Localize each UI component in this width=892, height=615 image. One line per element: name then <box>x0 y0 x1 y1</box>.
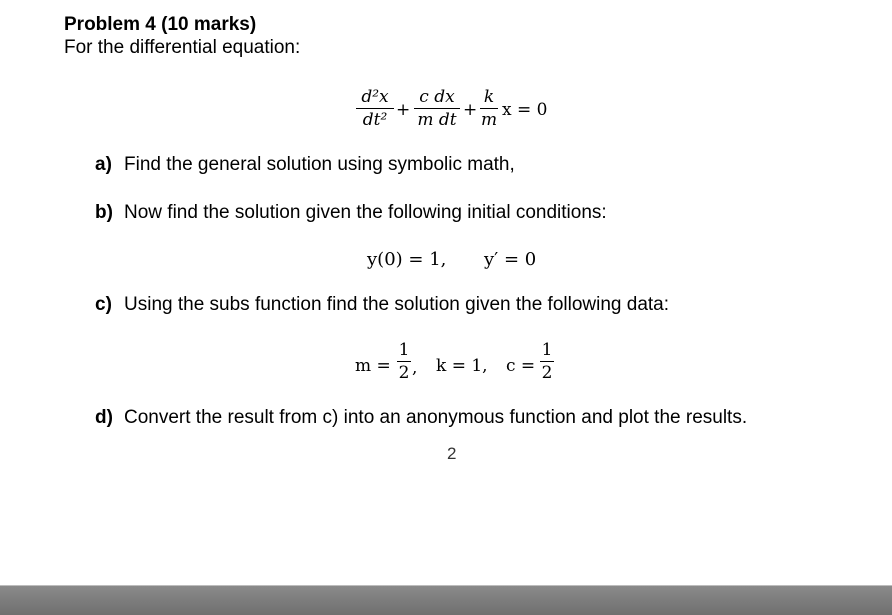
initial-condition-1: y(0) = 1, <box>367 249 447 270</box>
fraction-bar <box>480 108 498 109</box>
fraction-denominator: dt² <box>362 110 388 130</box>
fraction-bar <box>356 108 394 109</box>
fraction-m-value <box>397 340 411 383</box>
part-text: Convert the result from c) into an anonymous function and plot the results. <box>124 407 748 428</box>
fraction-denominator: 2 <box>541 363 553 383</box>
k-value: k = 1, <box>436 356 488 376</box>
fraction-c-value <box>540 340 554 383</box>
part-label: a) <box>95 154 112 175</box>
part-b <box>95 202 607 224</box>
fraction-denominator: m dt <box>417 110 457 130</box>
fraction-numerator: c dx <box>419 87 455 107</box>
fraction-numerator: k <box>483 87 495 107</box>
part-label: d) <box>95 407 113 428</box>
fraction-numerator: 1 <box>398 340 410 360</box>
fraction-numerator: 1 <box>541 340 553 360</box>
c-equals: c = <box>506 356 536 376</box>
page-number: 2 <box>447 444 457 463</box>
part-text: Using the subs function find the solution given the following data: <box>124 294 670 315</box>
part-text: Now find the solution given the following initial conditions: <box>124 202 607 223</box>
problem-title: Problem 4 (10 marks) <box>64 14 257 35</box>
fraction-denominator: m <box>480 110 498 130</box>
fraction-bar <box>397 361 411 362</box>
bottom-bar <box>0 585 892 615</box>
fraction-d2x-dt2 <box>356 87 394 130</box>
plus-sign: + <box>463 100 478 120</box>
fraction-cdx-mdt <box>414 87 460 130</box>
part-d <box>95 407 747 429</box>
fraction-numerator: d²x <box>361 87 389 107</box>
part-a <box>95 154 515 176</box>
m-equals: m = <box>355 356 391 376</box>
part-text: Find the general solution using symbolic math, <box>124 154 515 175</box>
fraction-k-m <box>480 87 498 130</box>
fraction-bar <box>540 361 554 362</box>
part-c <box>95 294 669 316</box>
problem-intro: For the differential equation: <box>64 37 301 58</box>
comma: , <box>412 358 418 378</box>
initial-condition-2: y′ = 0 <box>484 249 537 270</box>
part-label: b) <box>95 202 113 223</box>
equation-tail: x = 0 <box>502 100 548 120</box>
fraction-denominator: 2 <box>398 363 410 383</box>
part-label: c) <box>95 294 112 315</box>
fraction-bar <box>414 108 460 109</box>
plus-sign: + <box>396 100 411 120</box>
